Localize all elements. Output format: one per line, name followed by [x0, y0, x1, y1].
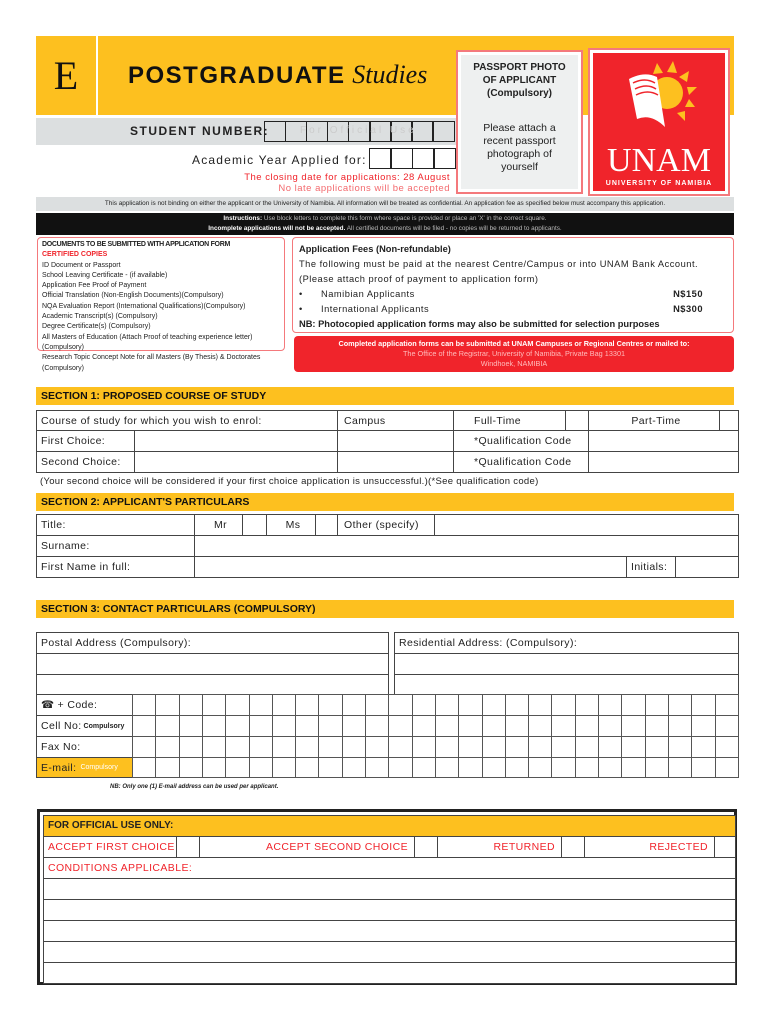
email-label	[36, 757, 133, 778]
cell-char-box[interactable]	[551, 715, 576, 737]
cell-char-box[interactable]	[318, 715, 343, 737]
section-3-header: SECTION 3: CONTACT PARTICULARS (COMPULSORY)	[36, 600, 734, 618]
email-char-box[interactable]	[505, 757, 530, 778]
conditions-line[interactable]	[43, 899, 736, 921]
phone-char-box[interactable]	[645, 694, 670, 716]
first-name-label: First Name in full:	[36, 556, 195, 578]
academic-year-box[interactable]	[412, 148, 435, 169]
documents-box	[37, 237, 285, 372]
fees-line-2: (Please attach proof of payment to application form)	[299, 274, 539, 284]
mr-checkbox[interactable]	[242, 514, 267, 536]
email-char-box[interactable]	[575, 757, 600, 778]
cell-label-text: Cell No:	[41, 720, 82, 732]
fax-char-box[interactable]	[691, 736, 716, 758]
submit-line-2: The Office of the Registrar, University of Namibia, Private Bag 13301	[402, 349, 626, 358]
postal-address-line-2[interactable]	[36, 674, 389, 695]
email-char-box[interactable]	[458, 757, 483, 778]
phone-char-box[interactable]	[598, 694, 623, 716]
instructions-text-2: All certified documents will be filed - no copies will be returned to applicants.	[346, 225, 562, 232]
cell-char-box[interactable]	[575, 715, 600, 737]
logo-subtitle: UNIVERSITY OF NAMIBIA	[605, 180, 713, 187]
confidential-notice	[36, 197, 734, 211]
email-char-box[interactable]	[342, 757, 367, 778]
fax-char-box[interactable]	[551, 736, 576, 758]
qualification-code-label: *Qualification Code	[453, 430, 589, 452]
conditions-line[interactable]	[43, 920, 736, 942]
part-time-label: Part-Time	[588, 410, 720, 431]
phone-char-box[interactable]	[202, 694, 227, 716]
cell-char-box[interactable]	[365, 715, 390, 737]
photo-instruction: Please attach a recent passport photograph of yourself	[483, 122, 556, 173]
email-char-box[interactable]	[225, 757, 250, 778]
instructions-bold: Incomplete applications will not be accepted.	[208, 225, 346, 232]
part-time-checkbox[interactable]	[719, 410, 739, 431]
email-char-box[interactable]	[691, 757, 716, 778]
fees-box	[292, 237, 734, 333]
residential-address-line-1[interactable]	[394, 653, 739, 675]
email-compulsory-note: Compulsory	[80, 764, 118, 771]
document-item: ID Document or Passport	[42, 261, 121, 269]
campus-label: Campus	[337, 410, 454, 431]
phone-char-box[interactable]	[295, 694, 320, 716]
fax-char-box[interactable]	[318, 736, 343, 758]
notice-text: This application is not binding on either the applicant or the University of Namibia. All information will be treated as confidential. An application fee as specified below must accompany this application.	[104, 200, 666, 207]
surname-input[interactable]	[194, 535, 739, 557]
section-1-header: SECTION 1: PROPOSED COURSE OF STUDY	[36, 387, 734, 405]
instructions-bar	[36, 213, 734, 235]
phone-char-box[interactable]	[179, 694, 204, 716]
fee-amount: N$150	[673, 289, 703, 299]
phone-char-box[interactable]	[528, 694, 553, 716]
fees-nb: NB: Photocopied application forms may also be submitted for selection purposes	[299, 319, 660, 329]
other-label: Other (specify)	[337, 514, 435, 536]
email-char-box[interactable]	[528, 757, 553, 778]
fax-char-box[interactable]	[179, 736, 204, 758]
postal-address-line-1[interactable]	[36, 653, 389, 675]
academic-year-box[interactable]	[390, 148, 413, 169]
fees-line-1: The following must be paid at the nearest Centre/Campus or into UNAM Bank Account.	[299, 259, 699, 269]
first-choice-label: First Choice:	[36, 430, 135, 452]
cell-char-box[interactable]	[505, 715, 530, 737]
accept-first-choice-label: ACCEPT FIRST CHOICE	[43, 836, 177, 858]
phone-char-box[interactable]	[388, 694, 413, 716]
academic-year-box[interactable]	[369, 148, 392, 169]
second-choice-input[interactable]	[134, 451, 338, 473]
phone-char-box[interactable]	[575, 694, 600, 716]
student-number-box	[432, 121, 455, 142]
cell-char-box[interactable]	[225, 715, 250, 737]
fax-char-box[interactable]	[458, 736, 483, 758]
academic-year-boxes	[370, 148, 456, 169]
email-char-box[interactable]	[365, 757, 390, 778]
first-name-input[interactable]	[194, 556, 627, 578]
no-late-notice: No late applications will be accepted	[278, 183, 450, 194]
document-item: Degree Certificate(s) (Compulsory)	[42, 323, 151, 331]
certified-copies: CERTIFIED COPIES	[42, 251, 108, 259]
email-char-box[interactable]	[645, 757, 670, 778]
cell-char-box[interactable]	[295, 715, 320, 737]
cell-char-box[interactable]	[458, 715, 483, 737]
submit-line-3: Windhoek, NAMIBIA	[480, 359, 548, 368]
cell-char-box[interactable]	[179, 715, 204, 737]
fax-char-box[interactable]	[365, 736, 390, 758]
fax-char-box[interactable]	[482, 736, 507, 758]
section-2-header: SECTION 2: APPLICANT'S PARTICULARS	[36, 493, 734, 511]
surname-label: Surname:	[36, 535, 195, 557]
title-label: Title:	[36, 514, 195, 536]
instructions-label: Instructions:	[223, 215, 263, 222]
conditions-line[interactable]	[43, 878, 736, 900]
phone-icon: ☎	[41, 699, 55, 711]
fax-char-box[interactable]	[295, 736, 320, 758]
document-item: All Masters of Education (Attach Proof of teaching experience letter)(Compulsory)	[42, 333, 253, 351]
cell-char-box[interactable]	[715, 715, 740, 737]
title-bold: POSTGRADUATE	[128, 62, 346, 89]
email-char-box[interactable]	[551, 757, 576, 778]
fax-char-box[interactable]	[132, 736, 157, 758]
second-choice-label: Second Choice:	[36, 451, 135, 473]
phone-char-box[interactable]	[225, 694, 250, 716]
documents-title: DOCUMENTS TO BE SUBMITTED WITH APPLICATION FORM	[42, 241, 230, 248]
photo-compulsory: (Compulsory)	[487, 88, 552, 99]
ms-label: Ms	[266, 514, 316, 536]
cell-compulsory-note: Compulsory	[83, 722, 125, 730]
submission-box	[294, 336, 734, 372]
accept-first-choice-checkbox[interactable]	[176, 836, 200, 858]
fax-char-box[interactable]	[621, 736, 646, 758]
phone-char-box[interactable]	[691, 694, 716, 716]
conditions-line[interactable]	[43, 962, 736, 984]
fax-char-box[interactable]	[435, 736, 460, 758]
phone-label-text: + Code:	[57, 699, 98, 711]
initials-label: Initials:	[626, 556, 676, 578]
full-time-label: Full-Time	[453, 410, 566, 431]
email-char-box[interactable]	[621, 757, 646, 778]
phone-label	[36, 694, 133, 716]
title-italic: Studies	[352, 60, 428, 89]
fee-item: • Namibian Applicants N$150	[299, 287, 727, 302]
fee-label: Namibian Applicants	[321, 289, 415, 299]
other-title-input[interactable]	[434, 514, 739, 536]
cell-char-box[interactable]	[342, 715, 367, 737]
email-nb: NB: Only one (1) E-mail address can be used per applicant.	[110, 784, 279, 790]
cell-char-box[interactable]	[155, 715, 180, 737]
email-char-box[interactable]	[155, 757, 180, 778]
email-char-box[interactable]	[668, 757, 693, 778]
student-number-box	[264, 121, 287, 142]
residential-address-label: Residential Address: (Compulsory):	[394, 632, 739, 654]
document-item: Academic Transcript(s) (Compulsory)	[42, 313, 158, 321]
cell-label	[36, 715, 133, 737]
fax-char-box[interactable]	[505, 736, 530, 758]
document-item: School Leaving Certificate - (if available)	[42, 271, 168, 279]
course-label: Course of study for which you wish to enrol:	[36, 410, 338, 431]
phone-char-box[interactable]	[249, 694, 274, 716]
cell-char-box[interactable]	[272, 715, 297, 737]
cell-char-box[interactable]	[482, 715, 507, 737]
returned-checkbox[interactable]	[561, 836, 585, 858]
phone-char-box[interactable]	[132, 694, 157, 716]
page-title	[128, 60, 427, 90]
document-item: Official Translation (Non-English Documents)(Compulsory)	[42, 292, 224, 300]
first-choice-input[interactable]	[134, 430, 338, 452]
fax-char-box[interactable]	[249, 736, 274, 758]
closing-date: The closing date for applications: 28 August	[244, 172, 450, 183]
book-sun-icon	[609, 57, 709, 142]
cell-char-box[interactable]	[621, 715, 646, 737]
cell-char-box[interactable]	[202, 715, 227, 737]
fax-char-box[interactable]	[202, 736, 227, 758]
documents-list	[42, 261, 280, 374]
section-letter: E	[53, 53, 79, 98]
cell-char-box[interactable]	[412, 715, 437, 737]
academic-year-label: Academic Year Applied for:	[192, 153, 367, 167]
email-char-box[interactable]	[249, 757, 274, 778]
accept-second-choice-label: ACCEPT SECOND CHOICE	[199, 836, 415, 858]
rejected-label: REJECTED	[584, 836, 715, 858]
instructions-text: Use block letters to complete this form where space is provided or place an 'X' in the correct square.	[263, 215, 547, 222]
cell-char-box[interactable]	[668, 715, 693, 737]
fee-label: International Applicants	[321, 304, 430, 314]
phone-char-box[interactable]	[715, 694, 740, 716]
mr-label: Mr	[194, 514, 243, 536]
email-char-box[interactable]	[435, 757, 460, 778]
phone-char-box[interactable]	[318, 694, 343, 716]
email-char-box[interactable]	[715, 757, 740, 778]
email-char-box[interactable]	[482, 757, 507, 778]
second-qualification-code-input[interactable]	[588, 451, 739, 473]
fax-label: Fax No:	[36, 736, 133, 758]
email-char-box[interactable]	[388, 757, 413, 778]
fax-char-box[interactable]	[388, 736, 413, 758]
submit-line-1: Completed application forms can be submitted at UNAM Campuses or Regional Centres or mailed to:	[338, 339, 690, 348]
second-choice-campus-input[interactable]	[337, 451, 454, 473]
email-label-text: E-mail:	[41, 761, 77, 774]
fax-char-box[interactable]	[645, 736, 670, 758]
residential-address-line-2[interactable]	[394, 674, 739, 695]
fee-amount: N$300	[673, 304, 703, 314]
email-char-box[interactable]	[295, 757, 320, 778]
academic-year-box[interactable]	[433, 148, 456, 169]
cell-char-box[interactable]	[388, 715, 413, 737]
first-choice-campus-input[interactable]	[337, 430, 454, 452]
phone-char-box[interactable]	[155, 694, 180, 716]
email-char-box[interactable]	[179, 757, 204, 778]
email-char-box[interactable]	[272, 757, 297, 778]
phone-char-box[interactable]	[551, 694, 576, 716]
conditions-line[interactable]	[43, 941, 736, 963]
email-char-box[interactable]	[412, 757, 437, 778]
fax-char-box[interactable]	[225, 736, 250, 758]
fax-char-box[interactable]	[342, 736, 367, 758]
phone-char-box[interactable]	[668, 694, 693, 716]
official-use-header: FOR OFFICIAL USE ONLY:	[43, 815, 736, 837]
phone-char-box[interactable]	[621, 694, 646, 716]
logo-name: UNAM	[607, 142, 711, 179]
fax-char-box[interactable]	[528, 736, 553, 758]
qualification-code-label: *Qualification Code	[453, 451, 589, 473]
accept-second-choice-checkbox[interactable]	[414, 836, 438, 858]
fax-char-box[interactable]	[272, 736, 297, 758]
fax-char-box[interactable]	[715, 736, 740, 758]
cell-char-box[interactable]	[598, 715, 623, 737]
cell-char-box[interactable]	[528, 715, 553, 737]
phone-char-box[interactable]	[458, 694, 483, 716]
fax-char-box[interactable]	[668, 736, 693, 758]
fax-char-box[interactable]	[598, 736, 623, 758]
email-char-box[interactable]	[318, 757, 343, 778]
full-time-checkbox[interactable]	[565, 410, 589, 431]
fax-char-box[interactable]	[575, 736, 600, 758]
section-1-note: (Your second choice will be considered if your first choice application is unsuccessful.)(*See qualification code)	[40, 476, 539, 487]
phone-char-box[interactable]	[412, 694, 437, 716]
returned-label: RETURNED	[437, 836, 562, 858]
student-number-label: STUDENT NUMBER:	[130, 124, 270, 138]
postal-address-label: Postal Address (Compulsory):	[36, 632, 389, 654]
fees-title: Application Fees (Non-refundable)	[299, 244, 451, 254]
initials-input[interactable]	[675, 556, 739, 578]
first-qualification-code-input[interactable]	[588, 430, 739, 452]
conditions-label: CONDITIONS APPLICABLE:	[43, 857, 736, 879]
cell-char-box[interactable]	[691, 715, 716, 737]
cell-char-box[interactable]	[132, 715, 157, 737]
document-item: NQA Evaluation Report (International Qualifications)(Compulsory)	[42, 302, 246, 310]
passport-photo-box[interactable]	[456, 50, 583, 194]
official-use-watermark: For Official Use	[300, 125, 417, 136]
photo-title: PASSPORT PHOTO OF APPLICANT	[473, 62, 566, 86]
fee-item: • International Applicants N$300	[299, 302, 727, 317]
document-item: Application Fee Proof of Payment	[42, 282, 147, 290]
email-char-box[interactable]	[598, 757, 623, 778]
email-char-box[interactable]	[202, 757, 227, 778]
phone-char-box[interactable]	[435, 694, 460, 716]
email-char-box[interactable]	[132, 757, 157, 778]
unam-logo	[588, 48, 730, 196]
ms-checkbox[interactable]	[315, 514, 338, 536]
phone-char-box[interactable]	[342, 694, 367, 716]
cell-char-box[interactable]	[645, 715, 670, 737]
cell-char-box[interactable]	[435, 715, 460, 737]
phone-char-box[interactable]	[505, 694, 530, 716]
phone-char-box[interactable]	[482, 694, 507, 716]
cell-char-box[interactable]	[249, 715, 274, 737]
header-letter-box	[36, 36, 96, 115]
fax-char-box[interactable]	[412, 736, 437, 758]
fax-char-box[interactable]	[155, 736, 180, 758]
phone-char-box[interactable]	[272, 694, 297, 716]
rejected-checkbox[interactable]	[714, 836, 736, 858]
phone-char-box[interactable]	[365, 694, 390, 716]
document-item: Research Topic Concept Note for all Masters (By Thesis) & Doctorates (Compulsory)	[42, 354, 261, 372]
